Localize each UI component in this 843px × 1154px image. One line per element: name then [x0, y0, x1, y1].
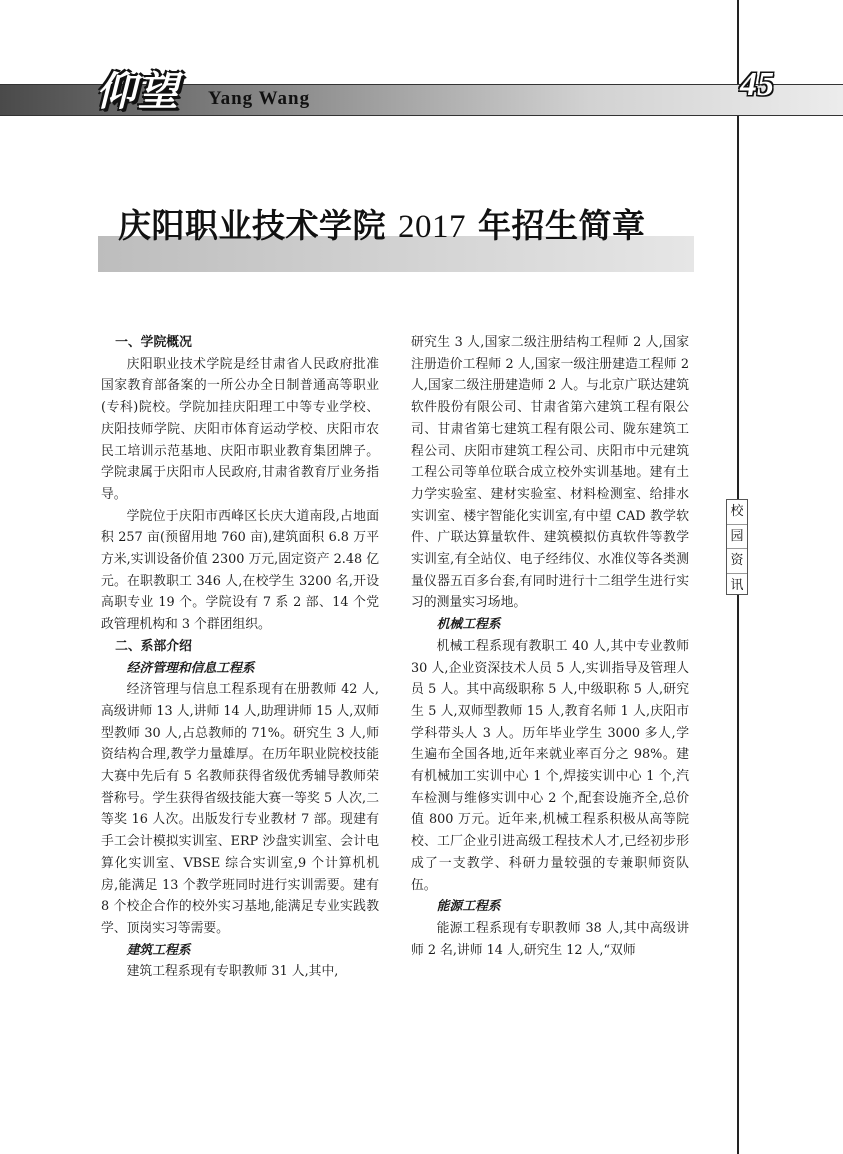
section-heading-departments: 二、系部介绍: [115, 638, 192, 654]
section-tab-char: 讯: [730, 577, 744, 593]
dept-heading-energy: 能源工程系: [436, 899, 501, 915]
section-tab-char: 校: [727, 500, 747, 525]
paragraph: 庆阳职业技术学院是经甘肃省人民政府批准国家教育部备案的一所公办全日制普通高等职业(专科)院校。学院加挂庆阳理工中等专业学校、庆阳技师学院、庆阳市体育运动学校、庆阳市农民工培训示范基地、庆阳市职业教育集团牌子。学院隶属于庆阳市人民政府,甘肃省教育厅业务指导。: [101, 356, 379, 502]
paragraph: 能源工程系现有专职教师 38 人,其中高级讲师 2 名,讲师 14 人,研究生 12 人,“双师: [411, 920, 689, 958]
left-column: [101, 332, 379, 983]
section-tab: [726, 499, 748, 595]
section-heading-overview: 一、学院概况: [115, 335, 192, 350]
paragraph: 建筑工程系现有专职教师 31 人,其中,: [126, 964, 339, 980]
paragraph: 机械工程系现有教职工 40 人,其中专业教师 30 人,企业资深技术人员 5 人,实训指导及管理人员 5 人。其中高级职称 5 人,中级职称 5 人,研究生 5 人,双师型教师 15 人,教育名师 1 人,庆阳市学科带头人 3 人。历年毕业学生 3000 多人,学生遍布全国各地,近年来就业率百分之 98%。建有机械加工实训中心 1 个,焊接实训中心 1 个,汽车检测与维修实训中心 2 个,配套设施齐全,总价值 800 万元。近年来,机械工程系积极从高等院校、工厂企业引进高级工程技术人才,已经初步形成了一支教学、科研力量较强的专兼职师资队伍。: [411, 638, 689, 893]
page-number: 45: [740, 66, 774, 103]
dept-heading-mechanical: 机械工程系: [436, 617, 501, 633]
section-tab-char: 资: [727, 549, 747, 574]
title-year: 2017: [398, 209, 466, 245]
paragraph: 学院位于庆阳市西峰区长庆大道南段,占地面积 257 亩(预留用地 760 亩),建筑面积 6.8 万平方米,实训设备价值 2300 万元,固定资产 2.48 亿元。在职教职工 346 人,在校学生 3200 名,开设高职专业 19 个。学院设有 7 系 2 部、14 个党政管理机构和 3 个群团组织。: [101, 508, 379, 633]
right-column: [411, 332, 689, 961]
paragraph: 研究生 3 人,国家二级注册结构工程师 2 人,国家注册造价工程师 2 人,国家一级注册建造工程师 2 人,国家二级注册建造师 2 人。与北京广联达建筑软件股份有限公司、甘肃省第六建筑工程有限公司、甘肃省第七建筑工程有限公司、陇东建筑工程公司、庆阳市建筑工程公司、庆阳市中元建筑工程公司等单位联合成立校外实训基地。建有土力学实验室、建材实验室、材料检测室、给排水实训室、楼宇智能化实训室,有中望 CAD 教学软件、广联达算量软件、建筑模拟仿真软件等教学实训室,有全站仪、电子经纬仪、水准仪等各类测量仪器五百多台套,有同时进行十二组学生进行实习的测量实习场地。: [411, 335, 689, 611]
magazine-logo: 仰望: [96, 69, 180, 115]
dept-heading-economics: 经济管理和信息工程系: [126, 660, 255, 676]
title-part-2: 年招生简章: [478, 206, 646, 245]
article-title: [118, 200, 646, 247]
dept-heading-architecture: 建筑工程系: [126, 942, 191, 958]
magazine-name-english: Yang Wang: [208, 88, 311, 109]
paragraph: 经济管理与信息工程系现有在册教师 42 人,高级讲师 13 人,讲师 14 人,助理讲师 15 人,双师型教师 30 人,占总教师的 71%。研究生 3 人,师资结构合理,教学力量雄厚。在历年职业院校技能大赛中先后有 5 名教师获得省级优秀辅导教师荣誉称号。学生获得省级技能大赛一等奖 5 人次,二等奖 16 人次。出版发行专业教材 7 部。现建有手工会计模拟实训室、ERP 沙盘实训室、会计电算化实训室、VBSE 综合实训室,9 个计算机机房,能满足 13 个教学班同时进行实训需要。建有 8 个校企合作的校外实习基地,能满足专业实践教学、顶岗实习等需要。: [101, 682, 379, 936]
title-part-1: 庆阳职业技术学院: [118, 206, 386, 245]
section-tab-char: 园: [727, 525, 747, 550]
